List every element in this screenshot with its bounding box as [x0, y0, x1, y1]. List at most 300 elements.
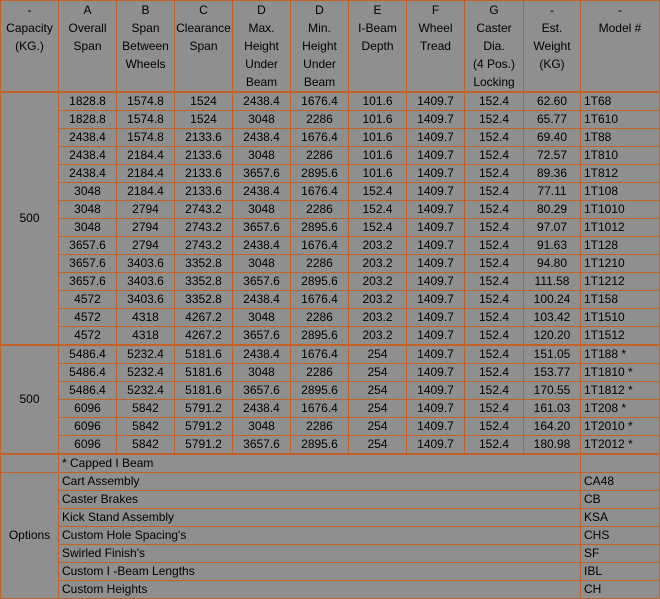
option-name: Cart Assembly	[59, 473, 581, 491]
column-0-header-line: Overall	[68, 21, 107, 35]
table-cell: 1409.7	[407, 183, 465, 201]
table-cell: 152.4	[349, 219, 407, 237]
table-cell: 3048	[59, 219, 117, 237]
table-row	[1, 436, 660, 455]
table-cell: 1524	[175, 92, 233, 111]
capacity-header-line: Capacity	[6, 21, 53, 35]
table-cell: 1409.7	[407, 237, 465, 255]
column-5-header-line: Depth	[361, 39, 394, 53]
option-name: Custom I -Beam Lengths	[59, 563, 581, 581]
table-cell: 3048	[59, 183, 117, 201]
column-8-header-line: Weight	[533, 39, 571, 53]
column-1-header-line: Span	[131, 21, 160, 35]
table-cell: 2794	[117, 201, 175, 219]
model-number-cell: 1T88	[581, 129, 660, 147]
option-row	[1, 491, 660, 509]
table-cell: 4318	[117, 309, 175, 327]
table-cell: 152.4	[465, 382, 524, 400]
column-3-header-line: Height	[244, 39, 279, 53]
table-cell: 4267.2	[175, 309, 233, 327]
table-cell: 2184.4	[117, 165, 175, 183]
table-cell: 5791.2	[175, 418, 233, 436]
table-row	[1, 400, 660, 418]
table-cell: 120.20	[524, 327, 581, 346]
capacity-cell: 500	[1, 92, 59, 345]
column-0-header-code: A	[83, 3, 92, 17]
table-cell: 3048	[233, 201, 291, 219]
table-cell: 1409.7	[407, 436, 465, 455]
table-cell: 2895.6	[291, 273, 349, 291]
model-number-cell: 1T1512	[581, 327, 660, 346]
table-cell: 153.77	[524, 364, 581, 382]
table-cell: 203.2	[349, 273, 407, 291]
table-cell: 152.4	[465, 111, 524, 129]
column-5-header-cell	[349, 1, 407, 93]
table-cell: 2438.4	[59, 165, 117, 183]
table-row	[1, 219, 660, 237]
column-4-header-line: Min.	[308, 21, 331, 35]
column-1-header-cell	[117, 1, 175, 93]
column-5-header-line: I-Beam	[358, 21, 397, 35]
table-cell: 2438.4	[233, 183, 291, 201]
table-cell: 152.4	[465, 309, 524, 327]
table-cell: 1828.8	[59, 111, 117, 129]
table-cell: 4572	[59, 327, 117, 346]
table-cell: 152.4	[465, 237, 524, 255]
table-cell: 2895.6	[291, 327, 349, 346]
table-cell: 152.4	[465, 219, 524, 237]
table-cell: 2133.6	[175, 165, 233, 183]
option-code: CH	[581, 581, 660, 599]
table-cell: 1676.4	[291, 183, 349, 201]
model-number-cell: 1T1010	[581, 201, 660, 219]
table-cell: 2794	[117, 219, 175, 237]
table-cell: 4572	[59, 291, 117, 309]
column-3-header-cell	[233, 1, 291, 93]
table-cell: 3657.6	[233, 165, 291, 183]
table-cell: 254	[349, 345, 407, 364]
column-7-header-code: G	[489, 3, 499, 17]
table-cell: 3352.8	[175, 273, 233, 291]
table-cell: 1676.4	[291, 400, 349, 418]
table-cell: 65.77	[524, 111, 581, 129]
option-name: Caster Brakes	[59, 491, 581, 509]
table-row	[1, 418, 660, 436]
option-code: SF	[581, 545, 660, 563]
table-cell: 5791.2	[175, 400, 233, 418]
option-name: Custom Hole Spacing's	[59, 527, 581, 545]
table-cell: 152.4	[465, 165, 524, 183]
table-cell: 5486.4	[59, 382, 117, 400]
column-5-header-code: E	[373, 3, 382, 17]
table-row	[1, 364, 660, 382]
option-row	[1, 563, 660, 581]
column-2-header-cell	[175, 1, 233, 93]
table-cell: 254	[349, 436, 407, 455]
model-number-cell: 1T812	[581, 165, 660, 183]
table-cell: 1409.7	[407, 400, 465, 418]
table-cell: 3657.6	[233, 327, 291, 346]
table-cell: 5791.2	[175, 436, 233, 455]
table-cell: 1409.7	[407, 201, 465, 219]
table-cell: 3352.8	[175, 255, 233, 273]
table-cell: 3657.6	[233, 219, 291, 237]
table-cell: 254	[349, 364, 407, 382]
table-cell: 3048	[233, 364, 291, 382]
capacity-header-line: (KG.)	[15, 39, 44, 53]
table-cell: 72.57	[524, 147, 581, 165]
table-cell: 2286	[291, 418, 349, 436]
column-7-header-line: Locking	[473, 75, 515, 89]
option-name: Kick Stand Assembly	[59, 509, 581, 527]
column-3-header-line: Under	[245, 57, 278, 71]
table-cell: 1409.7	[407, 291, 465, 309]
table-row	[1, 92, 660, 111]
column-8-header-code: -	[550, 3, 554, 17]
column-7-header-cell	[465, 1, 524, 93]
table-cell: 5842	[117, 400, 175, 418]
table-row	[1, 111, 660, 129]
column-6-header-code: F	[431, 3, 440, 17]
table-cell: 5486.4	[59, 364, 117, 382]
table-cell: 3048	[59, 201, 117, 219]
table-cell: 1409.7	[407, 147, 465, 165]
table-cell: 97.07	[524, 219, 581, 237]
model-number-cell: 1T188 *	[581, 345, 660, 364]
option-code: CA48	[581, 473, 660, 491]
table-cell: 170.55	[524, 382, 581, 400]
table-cell: 152.4	[465, 291, 524, 309]
table-cell: 203.2	[349, 291, 407, 309]
table-cell: 152.4	[465, 327, 524, 346]
table-cell: 180.98	[524, 436, 581, 455]
table-cell: 151.05	[524, 345, 581, 364]
table-cell: 152.4	[465, 364, 524, 382]
column-1-header-code: B	[141, 3, 150, 17]
option-row	[1, 473, 660, 491]
capacity-cell: 500	[1, 345, 59, 454]
column-8-header-line: (KG)	[539, 57, 565, 71]
table-row	[1, 183, 660, 201]
table-cell: 2794	[117, 237, 175, 255]
column-9-header-cell	[581, 1, 660, 93]
table-cell: 5842	[117, 418, 175, 436]
options-label: Options	[1, 473, 59, 599]
table-cell: 2438.4	[233, 92, 291, 111]
option-row	[1, 581, 660, 599]
table-cell: 3048	[233, 309, 291, 327]
table-cell: 152.4	[465, 400, 524, 418]
table-cell: 2286	[291, 201, 349, 219]
table-cell: 3657.6	[59, 255, 117, 273]
option-name: Swirled Finish's	[59, 545, 581, 563]
column-2-header-code: C	[199, 3, 208, 17]
table-cell: 152.4	[465, 273, 524, 291]
table-cell: 3352.8	[175, 291, 233, 309]
option-row	[1, 545, 660, 563]
model-number-cell: 1T810	[581, 147, 660, 165]
column-4-header-line: Under	[303, 57, 336, 71]
table-row	[1, 327, 660, 346]
model-number-cell: 1T128	[581, 237, 660, 255]
table-cell: 152.4	[465, 147, 524, 165]
table-cell: 1409.7	[407, 219, 465, 237]
table-cell: 2743.2	[175, 219, 233, 237]
table-cell: 4267.2	[175, 327, 233, 346]
option-code: CHS	[581, 527, 660, 545]
model-number-cell: 1T2012 *	[581, 436, 660, 455]
model-number-cell: 1T1210	[581, 255, 660, 273]
table-cell: 2286	[291, 255, 349, 273]
model-number-cell: 1T1510	[581, 309, 660, 327]
table-cell: 152.4	[465, 345, 524, 364]
table-cell: 2438.4	[233, 129, 291, 147]
table-cell: 5232.4	[117, 364, 175, 382]
column-4-header-line: Beam	[303, 75, 336, 89]
table-cell: 203.2	[349, 327, 407, 346]
column-4-header-line: Height	[302, 39, 337, 53]
column-7-header-line: Caster	[476, 21, 512, 35]
option-name: Custom Heights	[59, 581, 581, 599]
model-number-cell: 1T68	[581, 92, 660, 111]
table-cell: 2895.6	[291, 382, 349, 400]
table-cell: 4318	[117, 327, 175, 346]
table-row	[1, 255, 660, 273]
table-row	[1, 345, 660, 364]
table-cell: 1409.7	[407, 111, 465, 129]
table-cell: 3657.6	[233, 436, 291, 455]
column-6-header-line: Wheel	[418, 21, 453, 35]
table-cell: 152.4	[465, 255, 524, 273]
capacity-header-code: -	[27, 3, 32, 17]
table-cell: 5232.4	[117, 345, 175, 364]
column-7-header-line: Dia.	[483, 39, 505, 53]
table-cell: 1676.4	[291, 237, 349, 255]
table-cell: 2438.4	[59, 147, 117, 165]
table-cell: 3657.6	[59, 273, 117, 291]
table-cell: 1409.7	[407, 418, 465, 436]
column-9-header-line: Model #	[598, 21, 642, 35]
table-cell: 2286	[291, 309, 349, 327]
table-row	[1, 165, 660, 183]
table-row	[1, 291, 660, 309]
table-cell: 1409.7	[407, 345, 465, 364]
table-cell: 2184.4	[117, 183, 175, 201]
table-cell: 1676.4	[291, 291, 349, 309]
table-cell: 2895.6	[291, 219, 349, 237]
table-cell: 5181.6	[175, 345, 233, 364]
table-cell: 3657.6	[233, 382, 291, 400]
column-8-header-line: Est.	[541, 21, 563, 35]
model-number-cell: 1T158	[581, 291, 660, 309]
header-row	[1, 1, 660, 93]
table-cell: 1409.7	[407, 92, 465, 111]
footnote-spacer	[581, 454, 660, 473]
table-cell: 100.24	[524, 291, 581, 309]
table-cell: 1409.7	[407, 327, 465, 346]
option-row	[1, 509, 660, 527]
column-6-header-cell	[407, 1, 465, 93]
column-2-header-line: Span	[189, 39, 218, 53]
column-4-header-code: D	[315, 3, 324, 17]
table-cell: 5232.4	[117, 382, 175, 400]
option-code: KSA	[581, 509, 660, 527]
table-cell: 2184.4	[117, 147, 175, 165]
table-cell: 3403.6	[117, 273, 175, 291]
table-row	[1, 237, 660, 255]
table-cell: 152.4	[465, 129, 524, 147]
table-cell: 2286	[291, 147, 349, 165]
table-cell: 80.29	[524, 201, 581, 219]
table-cell: 152.4	[349, 183, 407, 201]
table-cell: 5842	[117, 436, 175, 455]
table-cell: 2438.4	[233, 400, 291, 418]
table-cell: 111.58	[524, 273, 581, 291]
table-cell: 2286	[291, 364, 349, 382]
column-1-header-line: Wheels	[125, 57, 166, 71]
column-8-header-cell	[524, 1, 581, 93]
model-number-cell: 1T1810 *	[581, 364, 660, 382]
table-cell: 1676.4	[291, 129, 349, 147]
table-cell: 1409.7	[407, 273, 465, 291]
table-cell: 77.11	[524, 183, 581, 201]
table-cell: 6096	[59, 400, 117, 418]
option-code: IBL	[581, 563, 660, 581]
table-cell: 1828.8	[59, 92, 117, 111]
table-cell: 3403.6	[117, 255, 175, 273]
table-cell: 69.40	[524, 129, 581, 147]
column-0-header-cell	[59, 1, 117, 93]
table-cell: 3403.6	[117, 291, 175, 309]
column-4-header-cell	[291, 1, 349, 93]
option-row	[1, 527, 660, 545]
capacity-header-cell	[1, 1, 59, 93]
table-cell: 2438.4	[233, 345, 291, 364]
table-cell: 161.03	[524, 400, 581, 418]
table-cell: 101.6	[349, 92, 407, 111]
table-cell: 3048	[233, 255, 291, 273]
table-cell: 1676.4	[291, 345, 349, 364]
table-cell: 1409.7	[407, 309, 465, 327]
table-cell: 1574.8	[117, 129, 175, 147]
table-cell: 152.4	[465, 183, 524, 201]
table-cell: 6096	[59, 436, 117, 455]
table-cell: 1409.7	[407, 129, 465, 147]
table-cell: 254	[349, 382, 407, 400]
table-cell: 1409.7	[407, 255, 465, 273]
column-7-header-line: (4 Pos.)	[472, 57, 515, 71]
column-3-header-line: Max.	[248, 21, 275, 35]
model-number-cell: 1T610	[581, 111, 660, 129]
table-cell: 2438.4	[233, 237, 291, 255]
table-cell: 2438.4	[233, 291, 291, 309]
table-cell: 1574.8	[117, 111, 175, 129]
table-cell: 5181.6	[175, 382, 233, 400]
table-row	[1, 309, 660, 327]
table-cell: 3048	[233, 147, 291, 165]
table-cell: 101.6	[349, 147, 407, 165]
column-3-header-code: D	[257, 3, 266, 17]
table-cell: 5181.6	[175, 364, 233, 382]
column-6-header-line: Tread	[420, 39, 451, 53]
table-cell: 3657.6	[59, 237, 117, 255]
table-cell: 3657.6	[233, 273, 291, 291]
table-cell: 62.60	[524, 92, 581, 111]
table-row	[1, 382, 660, 400]
table-cell: 2133.6	[175, 147, 233, 165]
table-cell: 2743.2	[175, 237, 233, 255]
model-number-cell: 1T1012	[581, 219, 660, 237]
table-cell: 2743.2	[175, 201, 233, 219]
table-cell: 152.4	[465, 418, 524, 436]
table-cell: 1574.8	[117, 92, 175, 111]
footnote: * Capped I Beam	[59, 454, 581, 473]
table-cell: 2286	[291, 111, 349, 129]
table-cell: 254	[349, 400, 407, 418]
table-cell: 5486.4	[59, 345, 117, 364]
table-cell: 1409.7	[407, 382, 465, 400]
table-cell: 152.4	[465, 201, 524, 219]
table-cell: 3048	[233, 111, 291, 129]
table-cell: 101.6	[349, 129, 407, 147]
table-cell: 4572	[59, 309, 117, 327]
table-cell: 103.42	[524, 309, 581, 327]
table-cell: 2438.4	[59, 129, 117, 147]
table-cell: 91.63	[524, 237, 581, 255]
table-cell: 101.6	[349, 111, 407, 129]
table-cell: 1409.7	[407, 364, 465, 382]
table-row	[1, 147, 660, 165]
table-cell: 2895.6	[291, 165, 349, 183]
table-cell: 3048	[233, 418, 291, 436]
model-number-cell: 1T1812 *	[581, 382, 660, 400]
table-cell: 101.6	[349, 165, 407, 183]
column-0-header-line: Span	[73, 39, 102, 53]
table-cell: 203.2	[349, 255, 407, 273]
table-cell: 94.80	[524, 255, 581, 273]
table-cell: 1524	[175, 111, 233, 129]
table-cell: 6096	[59, 418, 117, 436]
table-row	[1, 201, 660, 219]
table-cell: 152.4	[349, 201, 407, 219]
footnote-row	[1, 454, 660, 473]
column-1-header-line: Between	[122, 39, 169, 53]
table-cell: 2133.6	[175, 129, 233, 147]
table-cell: 203.2	[349, 237, 407, 255]
option-code: CB	[581, 491, 660, 509]
model-number-cell: 1T108	[581, 183, 660, 201]
table-cell: 1676.4	[291, 92, 349, 111]
table-cell: 152.4	[465, 436, 524, 455]
table-cell: 2895.6	[291, 436, 349, 455]
table-cell: 164.20	[524, 418, 581, 436]
column-3-header-line: Beam	[245, 75, 278, 89]
table-row	[1, 273, 660, 291]
model-number-cell: 1T208 *	[581, 400, 660, 418]
footnote-spacer	[1, 454, 59, 473]
table-cell: 203.2	[349, 309, 407, 327]
table-cell: 152.4	[465, 92, 524, 111]
table-cell: 89.36	[524, 165, 581, 183]
table-cell: 1409.7	[407, 165, 465, 183]
model-number-cell: 1T1212	[581, 273, 660, 291]
column-2-header-line: Clearance	[176, 21, 231, 35]
table-row	[1, 129, 660, 147]
table-cell: 2133.6	[175, 183, 233, 201]
model-number-cell: 1T2010 *	[581, 418, 660, 436]
column-9-header-code: -	[618, 3, 622, 17]
table-cell: 254	[349, 418, 407, 436]
